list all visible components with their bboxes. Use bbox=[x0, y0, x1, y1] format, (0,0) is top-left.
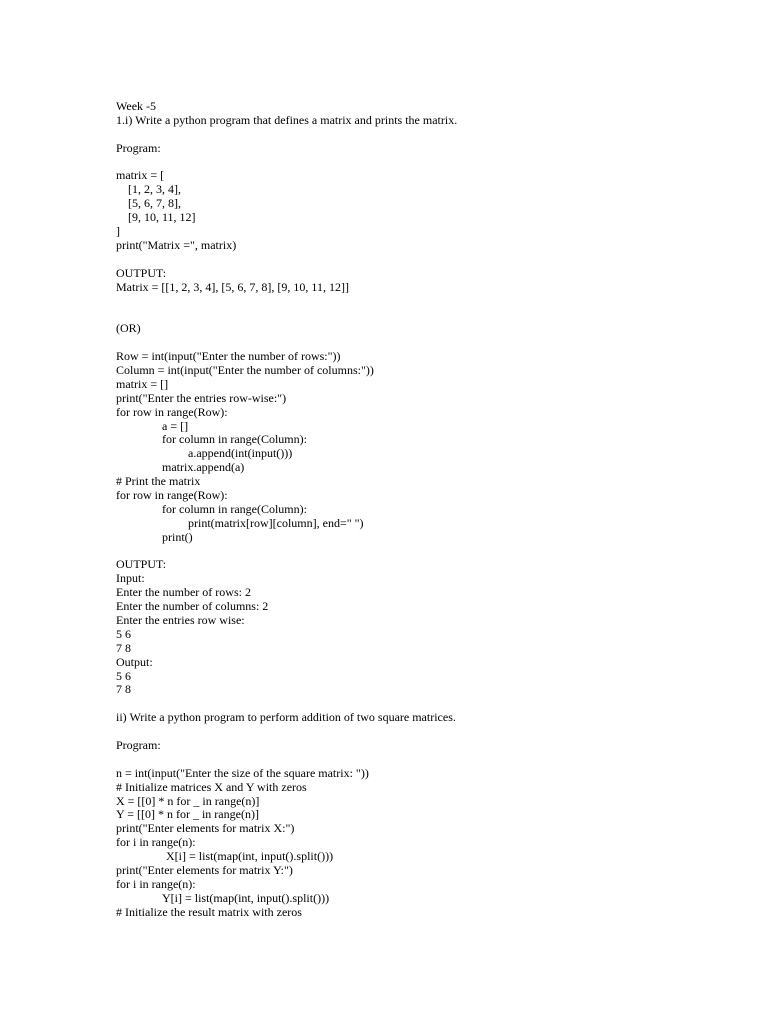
output-label: OUTPUT: bbox=[116, 557, 167, 572]
or-separator: (OR) bbox=[116, 321, 141, 336]
question-2-heading: ii) Write a python program to perform addition of two square matrices. bbox=[116, 710, 456, 725]
code-line: for i in range(n): bbox=[116, 876, 196, 891]
code-line: print("Enter elements for matrix Y:") bbox=[116, 863, 293, 877]
output-label: OUTPUT: bbox=[116, 265, 167, 280]
code-line: Column = int(input("Enter the number of columns:")) bbox=[116, 362, 374, 377]
output-line: 7 8 bbox=[116, 640, 131, 655]
program-label: Program: bbox=[116, 737, 161, 752]
code-line: a = [] bbox=[162, 418, 189, 433]
week-title: Week -5 bbox=[116, 99, 157, 113]
code-line: [1, 2, 3, 4], bbox=[128, 182, 181, 197]
output-line: 5 6 bbox=[116, 668, 131, 683]
code-line: X = [[0] * n for _ in range(n)] bbox=[116, 793, 260, 808]
code-line: print() bbox=[162, 529, 193, 544]
code-line: [9, 10, 11, 12] bbox=[128, 210, 196, 225]
question-1-heading: 1.i) Write a python program that defines a matrix and prints the matrix. bbox=[116, 112, 458, 127]
output-line: 5 6 bbox=[116, 626, 131, 641]
code-line: matrix = [ bbox=[116, 168, 165, 183]
code-line: for column in range(Column): bbox=[162, 501, 307, 516]
code-line: X[i] = list(map(int, input().split())) bbox=[166, 849, 334, 864]
code-line: matrix = [] bbox=[116, 376, 169, 391]
code-line: for column in range(Column): bbox=[162, 432, 307, 447]
code-line: Row = int(input("Enter the number of rows:")) bbox=[116, 349, 341, 364]
output-line: Matrix = [[1, 2, 3, 4], [5, 6, 7, 8], [9, 10, 11, 12]] bbox=[116, 279, 349, 294]
output-line: Input: bbox=[116, 571, 145, 586]
output-line: Enter the entries row wise: bbox=[116, 612, 245, 627]
code-line: n = int(input("Enter the size of the square matrix: ")) bbox=[116, 765, 369, 780]
code-comment: # Print the matrix bbox=[116, 474, 201, 489]
code-line: [5, 6, 7, 8], bbox=[128, 196, 181, 211]
code-line: for row in range(Row): bbox=[116, 487, 228, 502]
code-line: print("Enter elements for matrix X:") bbox=[116, 821, 295, 836]
output-line: Enter the number of rows: 2 bbox=[116, 585, 251, 600]
code-comment: # Initialize matrices X and Y with zeros bbox=[116, 779, 307, 794]
output-line: Enter the number of columns: 2 bbox=[116, 599, 269, 614]
code-line: print("Matrix =", matrix) bbox=[116, 237, 237, 252]
code-line: for i in range(n): bbox=[116, 835, 196, 850]
code-line: print("Enter the entries row-wise:") bbox=[116, 390, 287, 405]
output-line: 7 8 bbox=[116, 682, 131, 697]
code-line: matrix.append(a) bbox=[162, 460, 245, 475]
code-comment: # Initialize the result matrix with zeros bbox=[116, 904, 302, 919]
code-line: ] bbox=[116, 224, 120, 239]
code-line: Y[i] = list(map(int, input().split())) bbox=[162, 890, 330, 905]
code-line: a.append(int(input())) bbox=[188, 446, 293, 461]
code-line: print(matrix[row][column], end=" ") bbox=[188, 515, 364, 530]
code-line: for row in range(Row): bbox=[116, 404, 228, 419]
document-body bbox=[116, 100, 756, 920]
program-label: Program: bbox=[116, 140, 161, 155]
code-line: Y = [[0] * n for _ in range(n)] bbox=[116, 807, 259, 822]
output-line: Output: bbox=[116, 654, 153, 669]
